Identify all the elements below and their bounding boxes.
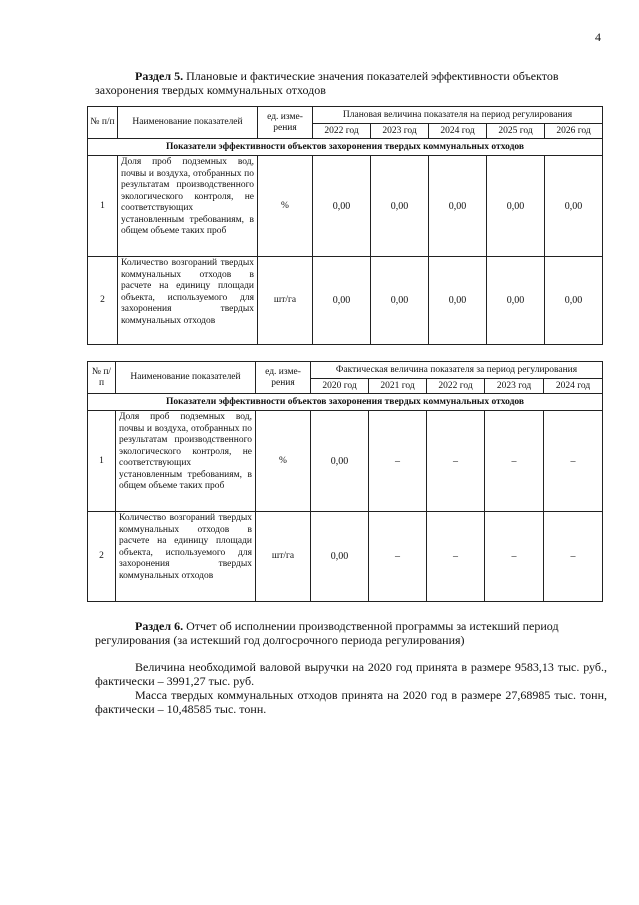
header-year: 2024 год	[429, 124, 487, 139]
row-value: 0,00	[545, 257, 603, 345]
row-value: –	[427, 411, 485, 512]
row-value: 0,00	[313, 257, 371, 345]
row-value: 0,00	[313, 156, 371, 257]
section5-title-line2: захоронения твердых коммунальных отходов	[95, 83, 326, 97]
header-period: Плановая величина показателя на период регулирования	[313, 107, 603, 124]
section5-title	[95, 69, 607, 97]
row-unit: шт/га	[256, 512, 311, 602]
header-period: Фактическая величина показателя за период регулирования	[311, 362, 603, 379]
group-header: Показатели эффективности объектов захоронения твердых коммунальных отходов	[88, 139, 603, 156]
row-value: 0,00	[487, 257, 545, 345]
row-unit: %	[256, 411, 311, 512]
row-value: –	[369, 411, 427, 512]
row-value: 0,00	[311, 512, 369, 602]
header-name: Наименование показателей	[118, 107, 258, 139]
header-year: 2023 год	[485, 379, 544, 394]
row-name: Количество возгораний твердых коммунальных отходов в расчете на единицу площади объекта, используемого для захоронения твердых коммунальных отходов	[118, 257, 258, 345]
row-value: –	[544, 411, 603, 512]
section6-title	[95, 619, 607, 647]
row-value: 0,00	[371, 156, 429, 257]
header-unit: ед. изме- рения	[258, 107, 313, 139]
row-value: 0,00	[487, 156, 545, 257]
row-value: 0,00	[371, 257, 429, 345]
header-unit: ед. изме- рения	[256, 362, 311, 394]
revenue-paragraph: Величина необходимой валовой выручки на 2020 год принята в размере 9583,13 тыс. руб., фактически – 3991,27 тыс. руб.	[95, 660, 607, 688]
section5-label: Раздел 5.	[135, 69, 184, 83]
header-year: 2026 год	[545, 124, 603, 139]
header-num: № п/п	[88, 107, 118, 139]
row-value: –	[485, 411, 544, 512]
section6-title-line2: регулирования (за истекший год долгосрочного периода регулирования)	[95, 633, 465, 647]
row-value: 0,00	[429, 156, 487, 257]
row-value: –	[369, 512, 427, 602]
actual-values-table	[87, 361, 603, 602]
row-value: 0,00	[545, 156, 603, 257]
row-value: –	[544, 512, 603, 602]
row-name: Доля проб подземных вод, почвы и воздуха, отобранных по результатам производственного экологического контроля, не соответствующих установленным требованиям, в общем объеме таких проб	[118, 156, 258, 257]
section6-title-text: Отчет об исполнении производственной программы за истекший период	[186, 619, 559, 633]
row-name: Доля проб подземных вод, почвы и воздуха, отобранных по результатам производственного экологического контроля, не соответствующих установленным требованиям, в общем объеме таких проб	[116, 411, 256, 512]
group-header: Показатели эффективности объектов захоронения твердых коммунальных отходов	[88, 394, 603, 411]
header-year: 2022 год	[427, 379, 485, 394]
row-num: 2	[88, 512, 116, 602]
row-value: 0,00	[311, 411, 369, 512]
page-number: 4	[595, 30, 601, 44]
planned-values-table	[87, 106, 603, 345]
header-year: 2025 год	[487, 124, 545, 139]
header-year: 2022 год	[313, 124, 371, 139]
row-unit: %	[258, 156, 313, 257]
row-unit: шт/га	[258, 257, 313, 345]
waste-mass-paragraph: Масса твердых коммунальных отходов принята на 2020 год в размере 27,68985 тыс. тонн, фактически – 10,48585 тыс. тонн.	[95, 688, 607, 716]
section5-title-text: Плановые и фактические значения показателей эффективности объектов	[186, 69, 559, 83]
header-year: 2023 год	[371, 124, 429, 139]
row-value: –	[427, 512, 485, 602]
header-year: 2021 год	[369, 379, 427, 394]
section6-label: Раздел 6.	[135, 619, 184, 633]
row-num: 2	[88, 257, 118, 345]
row-value: 0,00	[429, 257, 487, 345]
header-year: 2020 год	[311, 379, 369, 394]
row-num: 1	[88, 411, 116, 512]
row-value: –	[485, 512, 544, 602]
header-num: № п/п	[88, 362, 116, 394]
row-name: Количество возгораний твердых коммунальных отходов в расчете на единицу площади объекта, используемого для захоронения твердых коммунальных отходов	[116, 512, 256, 602]
header-year: 2024 год	[544, 379, 603, 394]
header-name: Наименование показателей	[116, 362, 256, 394]
row-num: 1	[88, 156, 118, 257]
